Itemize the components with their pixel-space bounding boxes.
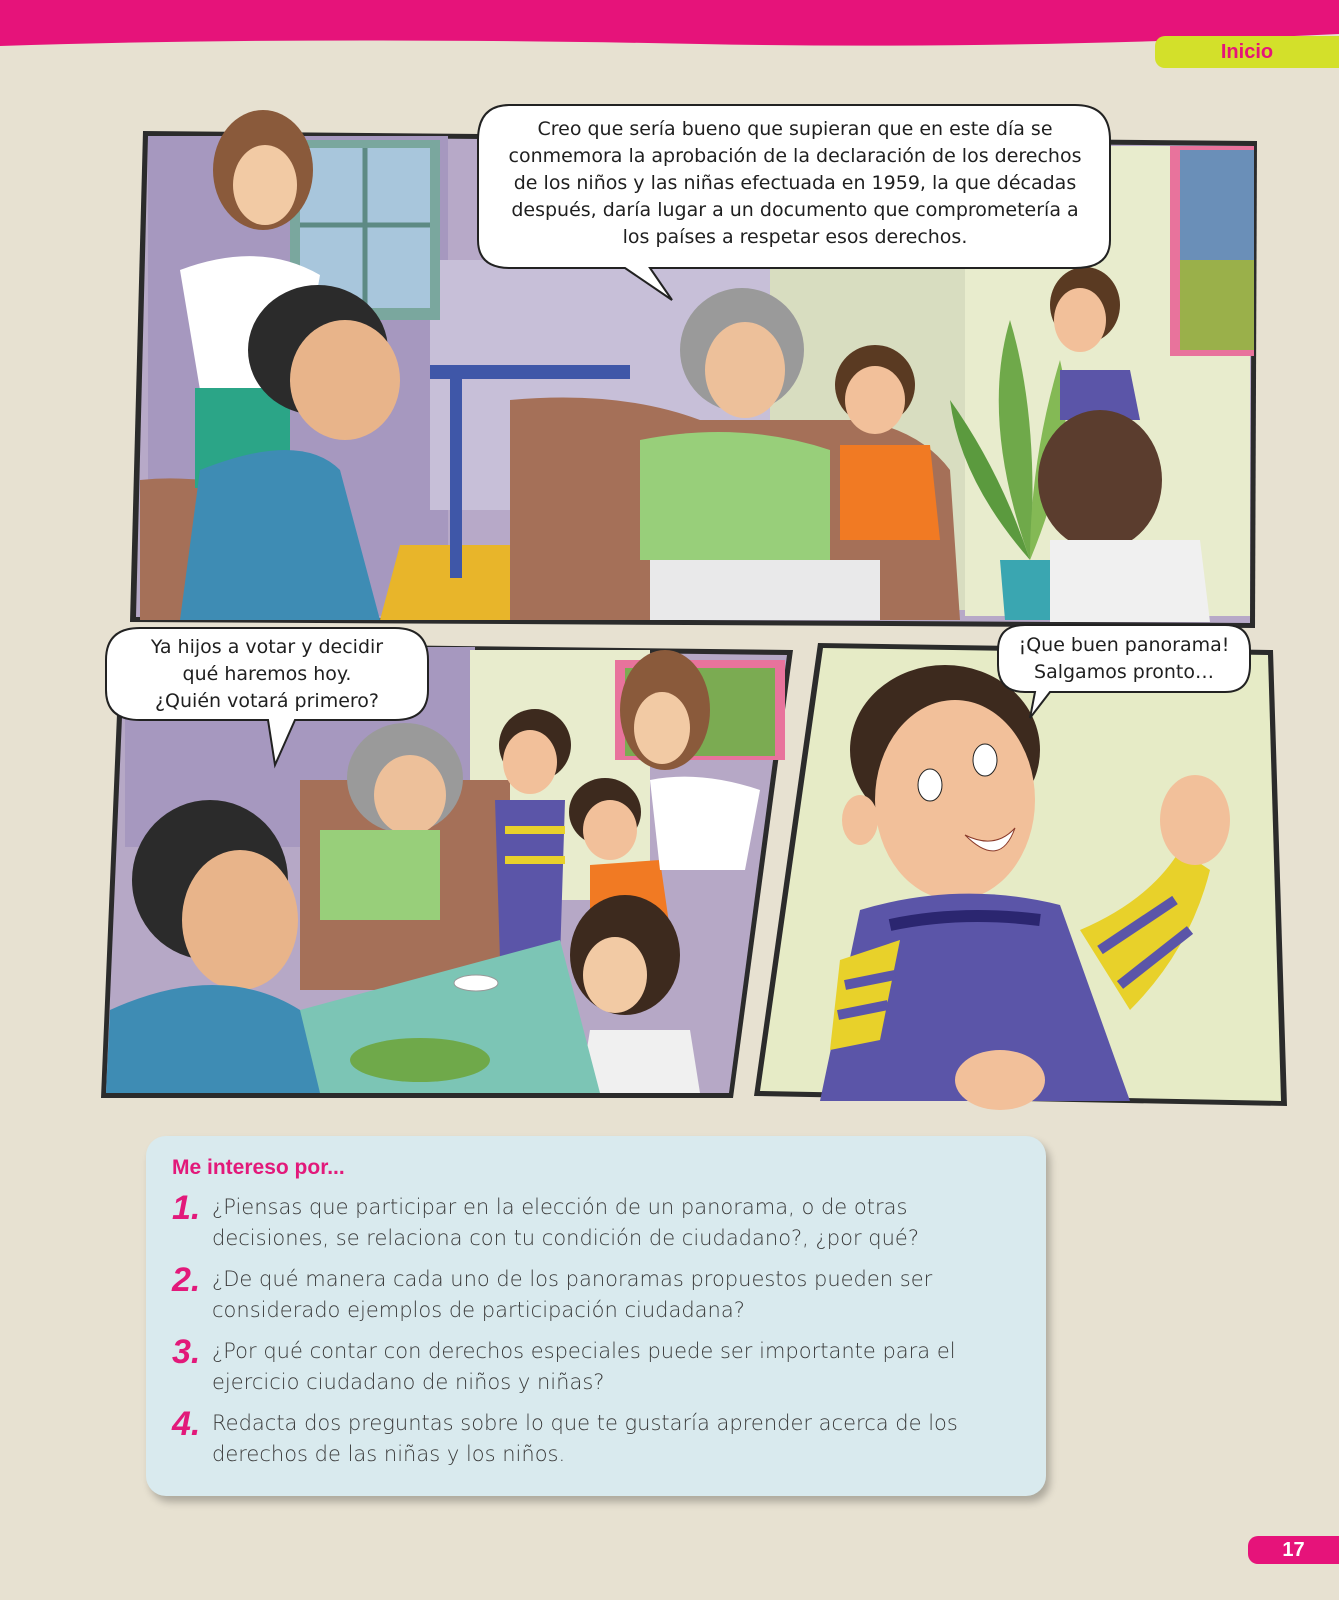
question-number: 3. [172, 1333, 201, 1371]
question-text: ¿Piensas que participar en la elección de un panorama, o de otras decisiones, se relaciona con tu condición de ciudadano?, ¿por qué? [212, 1195, 919, 1250]
speech-line: Ya hijos a votar y decidir [150, 636, 384, 658]
questions-list [172, 1189, 1020, 1470]
speech-line: ¿Quién votará primero? [154, 690, 380, 712]
question-item [172, 1261, 1020, 1326]
speech-line: ¡Que buen panorama! [1018, 634, 1230, 656]
question-number: 2. [172, 1261, 201, 1299]
speech-line: Creo que sería bueno que supieran que en este día se [537, 118, 1053, 140]
speech-line: conmemora la aprobación de la declaración de los derechos [508, 145, 1082, 167]
question-item [172, 1405, 1020, 1470]
section-tab-inicio: Inicio [1155, 36, 1339, 68]
question-number: 1. [172, 1189, 201, 1227]
question-text: ¿Por qué contar con derechos especiales puede ser importante para el ejercicio ciudadano de niños y niñas? [212, 1339, 956, 1394]
speech-line: los países a respetar esos derechos. [622, 226, 968, 248]
speech-text-grandmother [480, 116, 1110, 251]
page-number: 17 [1248, 1536, 1339, 1564]
speech-line: después, daría lugar a un documento que comprometería a [511, 199, 1079, 221]
speech-text-boy [998, 632, 1250, 686]
speech-line: Salgamos pronto… [1034, 661, 1214, 683]
questions-box [146, 1136, 1046, 1496]
question-item [172, 1189, 1020, 1254]
question-text: Redacta dos preguntas sobre lo que te gustaría aprender acerca de los derechos de las niñas y los niños. [212, 1411, 958, 1466]
speech-line: qué haremos hoy. [182, 663, 352, 685]
question-text: ¿De qué manera cada uno de los panoramas propuestos pueden ser considerado ejemplos de participación ciudadana? [212, 1267, 933, 1322]
comic-panel-3 [754, 643, 1287, 1110]
question-number: 4. [172, 1405, 201, 1443]
speech-text-father [106, 634, 428, 715]
speech-line: de los niños y las niñas efectuada en 1959, la que décadas [513, 172, 1077, 194]
questions-title: Me intereso por... [172, 1156, 345, 1179]
question-item [172, 1333, 1020, 1398]
